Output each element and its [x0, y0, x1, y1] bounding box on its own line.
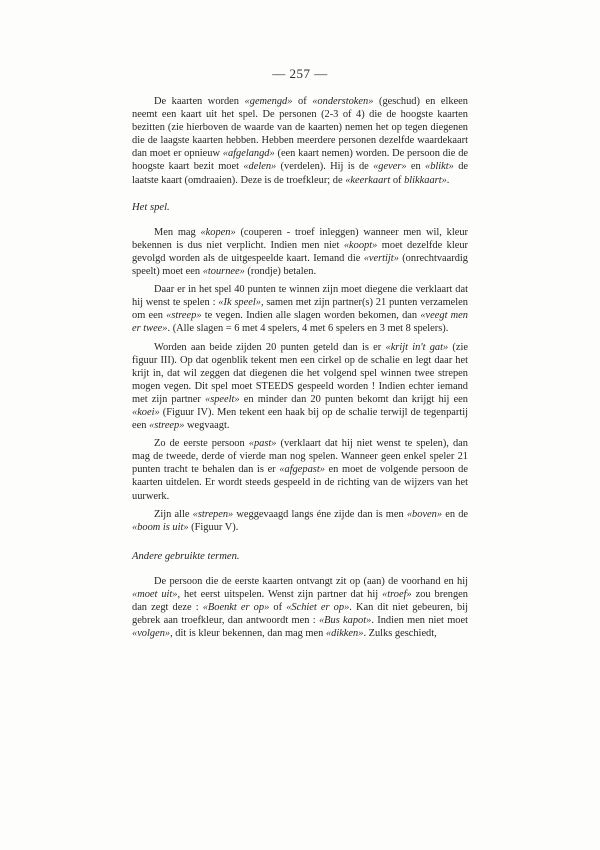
text-run: , dit is kleur bekennen, dan mag men [170, 628, 326, 640]
text-run: Zijn alle [154, 508, 193, 520]
text-run: Worden aan beide zijden 20 punten geteld dan is er [154, 341, 386, 353]
text-run: , het eerst uitspelen. Wenst zijn partner dat hij [177, 589, 383, 600]
text-run: De persoon die de eerste kaarten ontvangt zit op (aan) de voorhand en hij [154, 575, 468, 587]
italic-term: «vertijt» [363, 252, 399, 264]
paragraph [132, 437, 468, 502]
section-heading: Andere gebruikte termen. [132, 550, 240, 562]
text-run: of [269, 602, 287, 614]
text-run: (zie figuur III). Op dat ogenblik tekent men een cirkel op de schalie en legt daar het krijt in, dat wil zeggen dat diegenen die het volgend spel winnen twee strepen mogen vegen. Dit spel moet STEEDS gespeeld worden ! Indien echter iemand met zijn partner [132, 341, 469, 405]
paragraph [132, 341, 468, 433]
text-run: of [390, 174, 405, 186]
italic-term: «afgelangd» [222, 148, 275, 160]
italic-term: «streep» [166, 310, 202, 322]
italic-term: «koopt» [343, 239, 378, 251]
paragraph [132, 95, 468, 187]
section-heading: Het spel. [132, 201, 170, 213]
text-run: wegvaagt. [184, 420, 230, 432]
italic-term: «afgepast» [279, 464, 325, 476]
italic-term: «boom is uit» [132, 521, 189, 533]
text-run: te vegen. Indien alle slagen worden bekomen, dan [201, 310, 421, 322]
italic-term: «moet uit» [132, 589, 178, 600]
paragraph [132, 283, 468, 335]
italic-term: «kopen» [200, 226, 236, 238]
paragraph [132, 226, 468, 278]
text-run: Daar er in het spel 40 punten te winnen zijn moet diegene die verklaart dat hij wenst te spelen : [132, 284, 468, 309]
text-run: . Zulks geschiedt, [363, 628, 437, 640]
italic-term: «Bus kapot» [318, 615, 372, 627]
text-run: . [446, 174, 450, 186]
italic-term: «boven» [406, 508, 443, 520]
italic-term: «speelt» [205, 393, 240, 405]
italic-term: «Boenkt er op» [202, 602, 270, 614]
italic-term: «Ik speel» [218, 297, 261, 309]
text-run: (verdelen). Hij is de [276, 161, 374, 173]
text-run: en moet de volgende persoon de kaarten uitdelen. Er wordt steeds gespeeld in de richting van de wijzers van het uurwerk. [132, 464, 468, 502]
italic-term: «krijt in't gat» [385, 341, 449, 353]
text-run: (een kaart nemen) worden. De persoon die de hoogste kaart bezit moet [132, 148, 468, 173]
text-run: (Figuur V). [188, 521, 239, 533]
text-run: De kaarten worden [154, 96, 245, 107]
italic-term: blikkaart» [404, 174, 447, 186]
paragraph [132, 508, 468, 534]
italic-term: «blikt» [425, 161, 454, 173]
text-run: Men mag [154, 226, 201, 238]
text-run: moet dezelfde kleur gevolgd worden als de uitgespeelde kaart. Iemand die [132, 239, 468, 264]
text-run: . Kan dit niet gebeuren, bij gebrek aan troefkleur, dan antwoordt men : [132, 602, 468, 627]
text-run: en minder dan 20 punten bekomt dan krijgt hij een [239, 393, 468, 405]
text-run: (onrechtvaardig speelt) moet een [132, 252, 468, 278]
italic-term: «past» [248, 438, 277, 450]
page-number: — 257 — [272, 66, 328, 81]
italic-term: «delen» [243, 161, 277, 173]
text-run: (verklaart dat hij niet wenst te spelen), dan mag de tweede, derde of vierde man nog spelen. Wanneer geen enkel speler 21 punten tracht te behalen dan is er [132, 438, 468, 476]
text-body [132, 95, 468, 645]
text-run: (Figuur IV). Men tekent een haak bij op de schalie terwijl de tegenpartij een [132, 406, 468, 432]
italic-term: «streep» [149, 420, 185, 432]
text-run: of [292, 96, 313, 107]
text-run: . Indien men niet moet [371, 615, 468, 627]
italic-term: «tournee» [202, 266, 245, 278]
italic-term: «Schiet er op» [286, 602, 350, 614]
italic-term: «veegt men er twee» [132, 310, 468, 335]
italic-term: «onderstoken» [312, 96, 374, 107]
text-run: de laatste kaart (omdraaien). Deze is de troefkleur; de [132, 161, 468, 186]
text-run: (rondje) betalen. [244, 266, 317, 278]
italic-term: «gever» [373, 161, 407, 173]
text-run: (geschud) en elkeen neemt een kaart uit het spel. De personen (2-3 of 4) die de hoogste kaarten bezitten (zie hierboven de waarde van de kaarten) nemen het op tegen diegenen die de laagste kaarten hebben. Hebben meerdere personen dezelfde waardekaart dan moet er opnieuw [132, 96, 468, 160]
text-run: weggevaagd langs éne zijde dan is men [233, 508, 407, 520]
italic-term: «dikken» [325, 628, 364, 640]
italic-term: «keerkaart [345, 174, 391, 186]
paragraph [132, 575, 468, 640]
italic-term: «troef» [382, 589, 412, 600]
italic-term: «strepen» [192, 508, 234, 520]
text-run: . (Alle slagen = 6 met 4 spelers, 4 met 6 spelers en 3 met 8 spelers). [167, 323, 449, 335]
text-run: en [406, 161, 426, 173]
text-run: Zo de eerste persoon [154, 438, 249, 450]
italic-term: «volgen» [132, 628, 171, 640]
text-run: (couperen - troef inleggen) wanneer men wil, kleur bekennen is dus niet verplicht. Indien men niet [132, 226, 468, 251]
italic-term: «koei» [132, 406, 160, 418]
text-run: en de [442, 508, 469, 520]
italic-term: «gemengd» [244, 96, 293, 107]
text-run: zou brengen dan zegt deze : [132, 589, 468, 614]
text-run: , samen met zijn partner(s) 21 punten verzamelen om een [132, 297, 468, 322]
